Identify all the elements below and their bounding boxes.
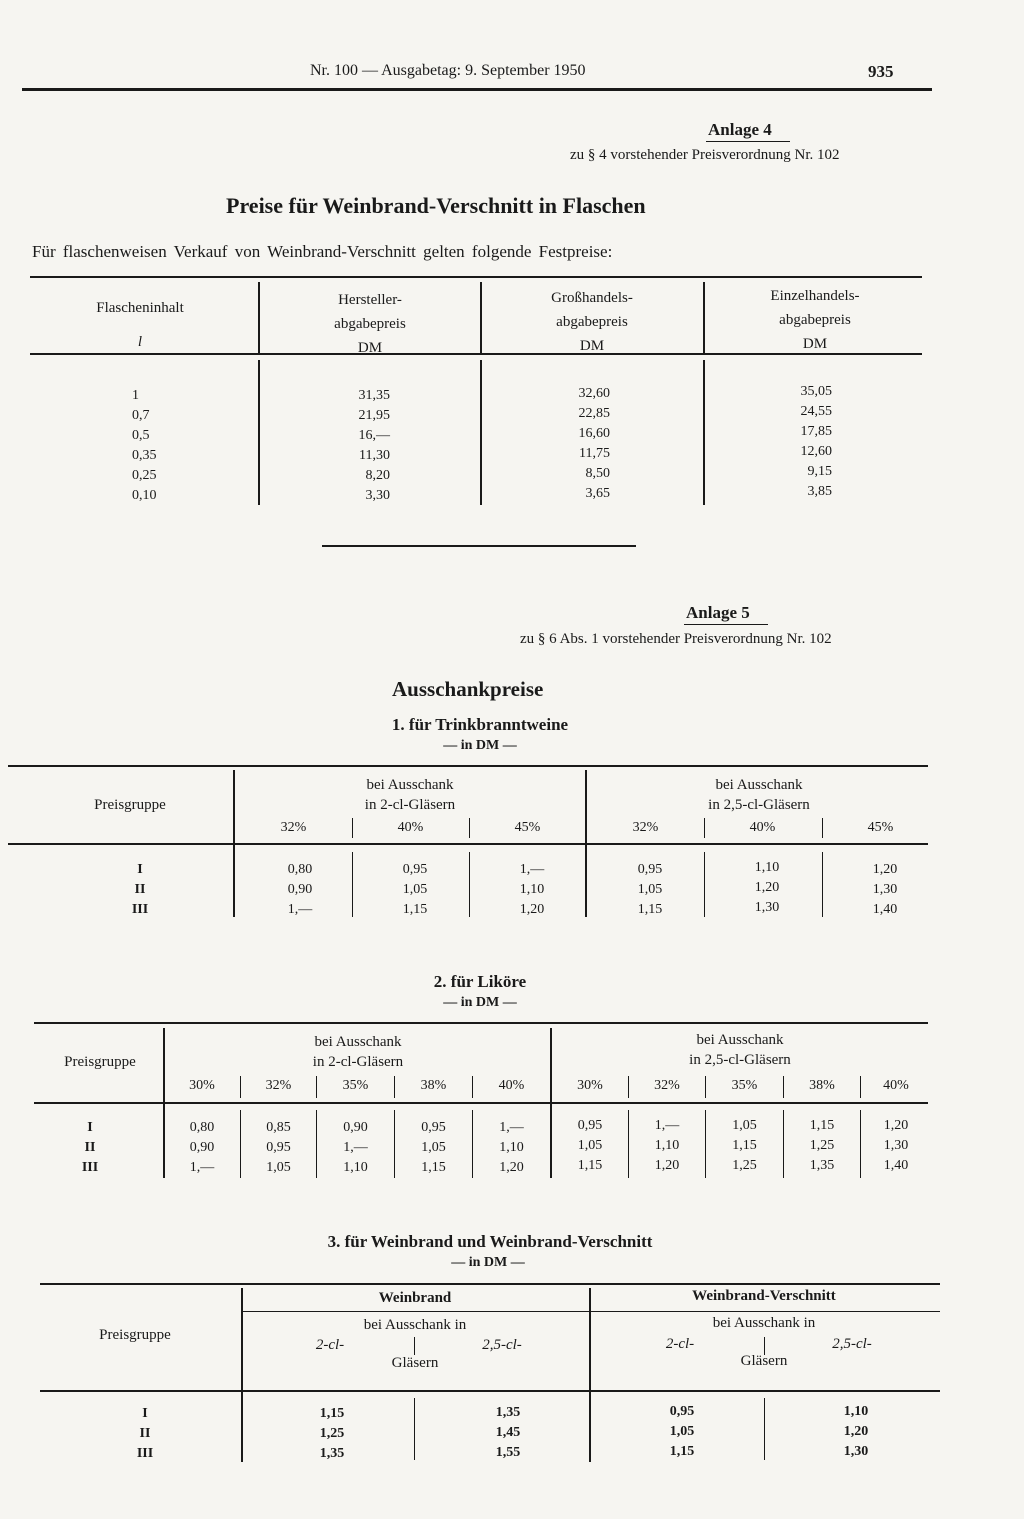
rule: [40, 1283, 940, 1285]
col-divider: [585, 770, 587, 917]
t2-title: 2. für Liköre: [433, 972, 527, 991]
cell: 22,85: [578, 406, 610, 421]
cell: 1,15: [421, 1160, 446, 1175]
t2-subhead: 38%: [809, 1078, 835, 1093]
cell: 8,50: [585, 466, 610, 481]
head-line: DM: [357, 340, 383, 356]
col-einzelhandel-values: [762, 382, 832, 502]
cell: 1,20: [843, 1424, 869, 1439]
cell: III: [131, 902, 149, 917]
t1-groups: [100, 860, 180, 920]
t3-v-sub1: bei Ausschank in: [712, 1315, 816, 1331]
t2-col: [317, 1118, 394, 1178]
rule: [40, 1390, 940, 1392]
t1-col: [727, 858, 807, 918]
t2-col: [861, 1116, 931, 1176]
head-line: in 2,5-cl-Gläsern: [708, 797, 810, 813]
head-line: abgabepreis: [334, 316, 406, 332]
anlage5-ref: zu § 6 Abs. 1 vorstehender Preisverordnung Nr. 102: [520, 631, 832, 647]
cell: 1,30: [754, 900, 780, 915]
t3-w-sub-c: Gläsern: [391, 1355, 439, 1371]
t1-g2-head: [590, 775, 928, 815]
cell: 0,95: [669, 1404, 695, 1419]
cell: 1,05: [402, 882, 428, 897]
t3-title: 3. für Weinbrand und Weinbrand-Verschnitt: [327, 1232, 653, 1251]
t2-group-label: Preisgruppe: [64, 1054, 136, 1070]
cell: I: [142, 1406, 148, 1421]
cell: 0,80: [189, 1120, 215, 1135]
cell: 1,15: [577, 1158, 603, 1173]
t1-col: [375, 860, 455, 920]
t2-col: [241, 1118, 316, 1178]
cell: 1,45: [495, 1425, 521, 1440]
t1-title: 1. für Trinkbranntweine: [391, 715, 569, 734]
table-top-rule: [30, 276, 922, 278]
cell: 1,20: [883, 1118, 909, 1133]
t1-col: [492, 860, 572, 920]
cell: 32,60: [578, 386, 610, 401]
head-line: bei Ausschank: [696, 1032, 784, 1048]
cell: 1,05: [266, 1160, 291, 1175]
cell: 1,35: [319, 1446, 345, 1461]
cell: 0,85: [266, 1120, 291, 1135]
cell: 1,40: [872, 902, 898, 917]
t3-groups: [110, 1404, 180, 1464]
cell: 1,30: [843, 1444, 869, 1459]
cell: 0,95: [266, 1140, 291, 1155]
cell: 1,10: [519, 882, 545, 897]
t1-g1-head: [240, 775, 580, 815]
cell: 3,65: [585, 486, 610, 501]
cell: 16,—: [358, 428, 390, 443]
page-number: 935: [868, 62, 894, 81]
t1-subhead: 40%: [397, 820, 424, 835]
t2-subhead: 30%: [189, 1078, 215, 1093]
cell: 1,10: [654, 1138, 680, 1153]
anlage5-underline: [684, 624, 768, 625]
cell: 0,95: [577, 1118, 603, 1133]
t2-col: [473, 1118, 550, 1178]
cell: 1,15: [732, 1138, 757, 1153]
t1-subhead: 45%: [867, 820, 894, 835]
t3-unit: — in DM —: [451, 1255, 525, 1270]
head-line: DM: [802, 336, 828, 352]
col-inhalt-values: [132, 386, 192, 506]
t1-col: [610, 860, 690, 920]
header-rule: [22, 88, 932, 91]
col-divider: [703, 282, 705, 354]
t2-subhead: 38%: [420, 1078, 447, 1093]
t3-verschnitt-head: Weinbrand-Verschnitt: [692, 1288, 836, 1304]
cell: I: [87, 1120, 93, 1135]
cell: 17,85: [800, 424, 832, 439]
t2-subhead: 32%: [265, 1078, 292, 1093]
cell: III: [81, 1160, 99, 1175]
col-divider: [241, 1288, 243, 1462]
cell: 1,05: [577, 1138, 603, 1153]
cell: 0,7: [132, 408, 150, 423]
anlage4-title: Preise für Weinbrand-Verschnitt in Flaschen: [226, 193, 646, 218]
col-divider: [414, 1337, 415, 1355]
cell: 1,10: [343, 1160, 368, 1175]
t3-col: [292, 1404, 372, 1464]
section-separator: [322, 545, 636, 547]
cell: 1,—: [499, 1120, 524, 1135]
t2-unit: — in DM —: [443, 995, 517, 1010]
cell: 12,60: [800, 444, 832, 459]
cell: 1,35: [809, 1158, 835, 1173]
head-line: bei Ausschank: [366, 777, 454, 793]
cell: 1,10: [499, 1140, 524, 1155]
t3-weinbrand-head: Weinbrand: [378, 1290, 452, 1306]
cell: 21,95: [358, 408, 390, 423]
head-line: bei Ausschank: [715, 777, 803, 793]
col-divider: [469, 852, 470, 917]
col-divider: [822, 852, 823, 917]
t2-subhead: 35%: [342, 1078, 369, 1093]
cell: 35,05: [800, 384, 832, 399]
cell: 1,—: [519, 862, 545, 877]
cell: 1,05: [669, 1424, 695, 1439]
t3-v-sub-a: 2-cl-: [665, 1336, 695, 1352]
col-divider: [764, 1398, 765, 1460]
t2-g1-head: [168, 1032, 548, 1072]
cell: 0,95: [402, 862, 428, 877]
cell: I: [137, 862, 143, 877]
t3-v-sub-c: Gläsern: [740, 1353, 788, 1369]
t2-subhead: 30%: [577, 1078, 603, 1093]
col-grosshandel-values: [540, 384, 610, 504]
t3-col: [642, 1402, 722, 1462]
cell: 3,85: [807, 484, 832, 499]
cell: 1,30: [883, 1138, 909, 1153]
cell: 1,20: [519, 902, 545, 917]
head-line: in 2,5-cl-Gläsern: [689, 1052, 791, 1068]
head-line: bei Ausschank: [314, 1034, 402, 1050]
cell: 1,15: [809, 1118, 835, 1133]
cell: 0,95: [421, 1120, 446, 1135]
cell: 31,35: [358, 388, 390, 403]
rule: [8, 843, 928, 845]
t3-w-sub-b: 2,5-cl-: [482, 1337, 522, 1353]
t2-subhead: 40%: [498, 1078, 525, 1093]
head-line: Großhandels-: [551, 290, 633, 306]
t1-subhead: 32%: [632, 820, 659, 835]
anlage4-intro: Für flaschenweisen Verkauf von Weinbrand-Verschnitt gelten folgende Festpreise:: [32, 242, 613, 261]
cell: 1,15: [669, 1444, 695, 1459]
cell: 1,20: [872, 862, 898, 877]
cell: 1,40: [883, 1158, 909, 1173]
cell: 0,90: [189, 1140, 215, 1155]
rule: [242, 1311, 940, 1312]
cell: II: [84, 1140, 96, 1155]
cell: 1,15: [319, 1406, 345, 1421]
cell: 3,30: [365, 488, 390, 503]
col-divider: [233, 770, 235, 917]
t1-unit: — in DM —: [443, 738, 517, 753]
t3-v-sub-b: 2,5-cl-: [832, 1336, 872, 1352]
t1-subhead: 32%: [280, 820, 307, 835]
rule: [34, 1102, 928, 1104]
col-divider: [589, 1288, 591, 1462]
rule: [8, 765, 928, 767]
cell: 1,05: [637, 882, 663, 897]
t3-w-sub1: bei Ausschank in: [363, 1317, 467, 1333]
cell: 1,15: [402, 902, 428, 917]
cell: 0,95: [637, 862, 663, 877]
cell: 24,55: [800, 404, 832, 419]
cell: 0,90: [343, 1120, 368, 1135]
t2-subhead: 35%: [731, 1078, 758, 1093]
cell: 1,—: [343, 1140, 368, 1155]
t2-subhead: 40%: [883, 1078, 909, 1093]
cell: II: [134, 882, 146, 897]
anlage5-label: Anlage 5: [686, 603, 750, 622]
t2-col: [629, 1116, 705, 1176]
t3-group-label: Preisgruppe: [99, 1327, 171, 1343]
cell: III: [136, 1446, 154, 1461]
cell: 0,10: [132, 488, 157, 503]
t3-col: [468, 1403, 548, 1463]
col-divider: [703, 360, 705, 505]
anlage5-title: Ausschankpreise: [392, 677, 544, 701]
cell: 1,10: [843, 1404, 869, 1419]
cell: 9,15: [807, 464, 832, 479]
cell: 1,05: [732, 1118, 757, 1133]
cell: 1,—: [287, 902, 313, 917]
cell: 1,10: [754, 860, 780, 875]
anlage4-ref: zu § 4 vorstehender Preisverordnung Nr. 102: [570, 147, 840, 163]
cell: 1,20: [754, 880, 780, 895]
col-head-einzelhandel: [707, 284, 923, 356]
head-line: abgabepreis: [556, 314, 628, 330]
cell: 1,35: [495, 1405, 521, 1420]
cell: 1,25: [732, 1158, 757, 1173]
head-line: in 2-cl-Gläsern: [364, 797, 456, 813]
cell: 0,5: [132, 428, 150, 443]
t1-col: [260, 860, 340, 920]
cell: 1,25: [319, 1426, 345, 1441]
cell: 0,90: [287, 882, 313, 897]
col-divider: [480, 360, 482, 505]
head-line: DM: [579, 338, 605, 354]
cell: 1,05: [421, 1140, 446, 1155]
head-line: Hersteller-: [338, 292, 402, 308]
t1-subhead: 45%: [514, 820, 541, 835]
t2-g2-head: [555, 1030, 925, 1070]
col-divider: [352, 852, 353, 917]
col-divider: [480, 282, 482, 354]
t2-col: [552, 1116, 628, 1176]
t2-groups: [60, 1118, 120, 1178]
t3-col: [816, 1402, 896, 1462]
t1-group-label: Preisgruppe: [94, 797, 166, 813]
head-line: abgabepreis: [779, 312, 851, 328]
col-head-inhalt: Flascheninhalt: [96, 300, 184, 316]
t2-col: [784, 1116, 860, 1176]
t1-subhead: 40%: [749, 820, 776, 835]
t2-col: [164, 1118, 240, 1178]
cell: 1,25: [809, 1138, 835, 1153]
cell: 1,20: [499, 1160, 524, 1175]
cell: II: [139, 1426, 151, 1441]
cell: 1,20: [654, 1158, 680, 1173]
cell: 1,15: [637, 902, 663, 917]
col-head-hersteller: [262, 288, 478, 360]
head-line: in 2-cl-Gläsern: [312, 1054, 404, 1070]
t2-subhead: 32%: [654, 1078, 680, 1093]
cell: 1,—: [189, 1160, 215, 1175]
cell: 1,30: [872, 882, 898, 897]
cell: 0,25: [132, 468, 157, 483]
issue-header: Nr. 100 — Ausgabetag: 9. September 1950: [310, 62, 586, 79]
col-hersteller-values: [320, 386, 390, 506]
cell: 16,60: [578, 426, 610, 441]
cell: 8,20: [365, 468, 390, 483]
cell: 1: [132, 388, 139, 403]
head-line: Einzelhandels-: [770, 288, 860, 304]
t2-col: [706, 1116, 783, 1176]
rule: [34, 1022, 928, 1024]
cell: 11,30: [359, 448, 390, 463]
cell: 1,55: [495, 1445, 521, 1460]
col-divider: [258, 360, 260, 505]
cell: 0,80: [287, 862, 313, 877]
anlage4-underline: [706, 141, 790, 142]
cell: 11,75: [579, 446, 610, 461]
col-head-grosshandel: [484, 286, 700, 358]
anlage4-label: Anlage 4: [708, 120, 772, 139]
col-divider: [414, 1398, 415, 1460]
col-divider: [704, 852, 705, 917]
t2-col: [395, 1118, 472, 1178]
t1-col: [845, 860, 925, 920]
col-divider: [258, 282, 260, 354]
cell: 0,35: [132, 448, 157, 463]
col-head-inhalt-unit: l: [137, 334, 143, 350]
cell: 1,—: [654, 1118, 680, 1133]
t3-w-sub-a: 2-cl-: [315, 1337, 345, 1353]
